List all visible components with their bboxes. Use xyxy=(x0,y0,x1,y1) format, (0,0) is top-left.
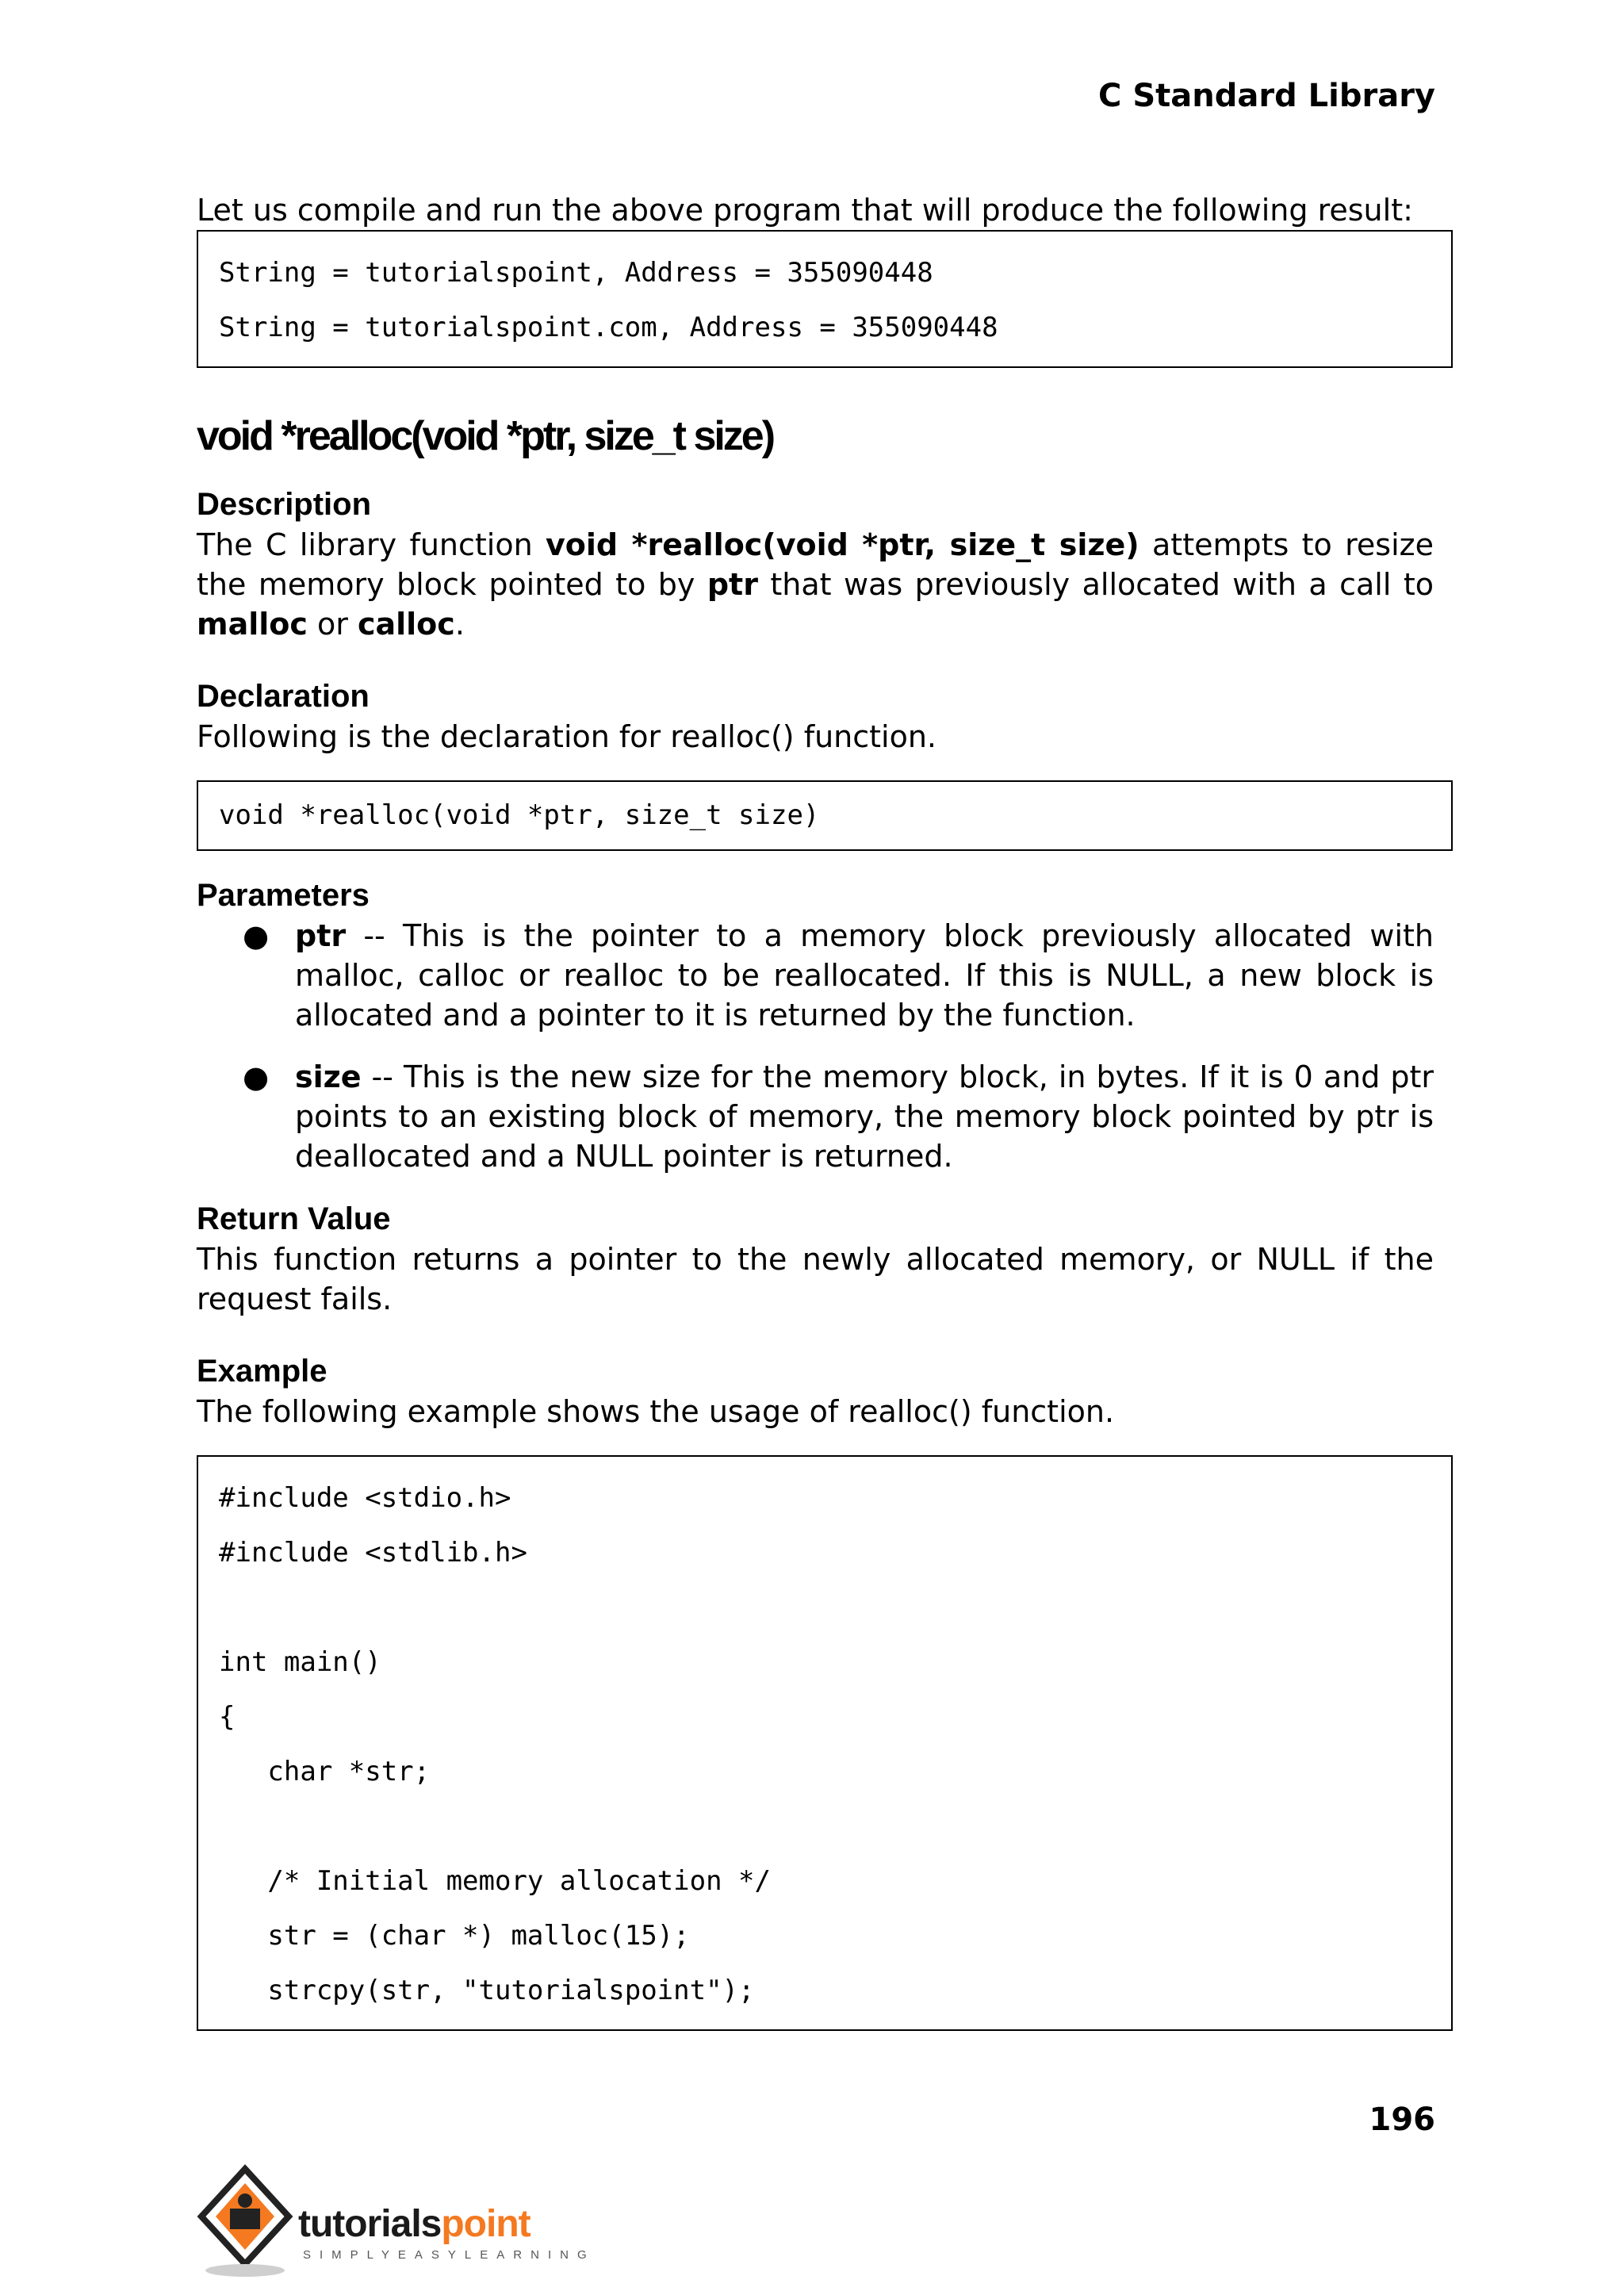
page-content xyxy=(197,190,1434,2063)
running-header: C Standard Library xyxy=(1098,78,1435,114)
page-number: 196 xyxy=(1369,2102,1435,2138)
list-item: ● size -- This is the new size for the memory block, in bytes. If it is 0 and ptr points to an existing block of memory, the memory block pointed by ptr is deallocated and a NULL pointer is returned. xyxy=(197,1057,1434,1176)
code-line xyxy=(219,1799,1431,1854)
example-text: The following example shows the usage of realloc() function. xyxy=(197,1394,1115,1429)
code-line: str = (char *) malloc(15); xyxy=(219,1920,690,1952)
declaration-text: Following is the declaration for realloc() function. xyxy=(197,719,937,754)
logo-emblem-icon xyxy=(193,2161,297,2280)
return-value-section xyxy=(197,1198,1434,1319)
declaration-section xyxy=(197,676,1434,851)
tutorialspoint-logo xyxy=(193,2161,596,2288)
declaration-heading: Declaration xyxy=(197,679,370,714)
code-line: /* Initial memory allocation */ xyxy=(219,1865,771,1897)
code-line xyxy=(219,1580,1431,1635)
description-text: The C library function void *realloc(void *ptr, size_t size) attempts to resize the memory block pointed to by ptr that was previously allocated with a call to malloc or calloc. xyxy=(197,527,1434,642)
code-line: strcpy(str, "tutorialspoint"); xyxy=(219,1975,755,2006)
code-line: String = tutorialspoint.com, Address = 355090448 xyxy=(219,312,998,343)
declaration-code-box xyxy=(197,780,1453,851)
function-title: void *realloc(void *ptr, size_t size) xyxy=(197,413,774,459)
logo-wordmark: tutorialspoint xyxy=(298,2203,530,2245)
bullet-icon: ● xyxy=(243,1059,270,1094)
code-line: #include <stdio.h> xyxy=(219,1482,511,1514)
code-line: #include <stdlib.h> xyxy=(219,1537,527,1569)
example-heading: Example xyxy=(197,1354,327,1389)
parameters-section xyxy=(197,875,1434,1176)
description-heading: Description xyxy=(197,487,372,522)
parameters-heading: Parameters xyxy=(197,878,370,913)
code-line: void *realloc(void *ptr, size_t size) xyxy=(219,799,820,831)
code-line: char *str; xyxy=(219,1756,431,1787)
list-item: ● ptr -- This is the pointer to a memory block previously allocated with malloc, calloc or realloc to be reallocated. If this is NULL, a new block is allocated and a pointer to it is returned by the function. xyxy=(197,916,1434,1035)
return-value-text: This function returns a pointer to the newly allocated memory, or NULL if the request fails. xyxy=(197,1242,1434,1316)
result-output-box xyxy=(197,230,1453,368)
code-line: { xyxy=(219,1701,236,1733)
example-code-box xyxy=(197,1455,1453,2031)
example-section xyxy=(197,1351,1434,2031)
logo-tagline: SIMPLYEASYLEARNING xyxy=(303,2248,596,2262)
return-value-heading: Return Value xyxy=(197,1201,391,1236)
code-line: String = tutorialspoint, Address = 355090448 xyxy=(219,257,933,289)
description-section xyxy=(197,484,1434,644)
parameters-list xyxy=(197,916,1434,1176)
code-line: int main() xyxy=(219,1646,381,1678)
bullet-icon: ● xyxy=(243,918,270,953)
intro-text: Let us compile and run the above program that will produce the following result: xyxy=(197,193,1413,228)
